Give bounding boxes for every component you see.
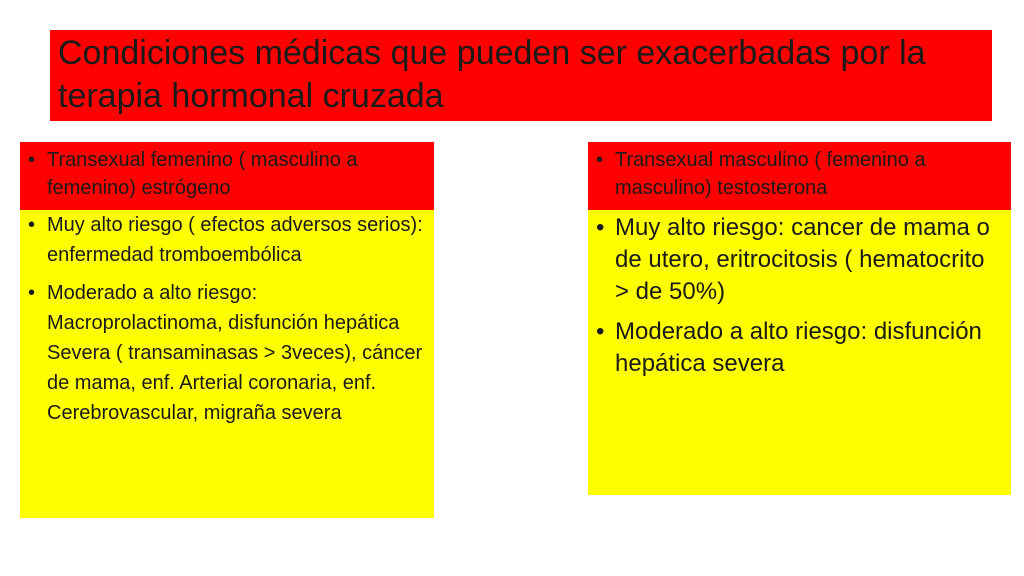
left-header-text: Transexual femenino ( masculino a femenino) estrógeno	[47, 149, 358, 199]
bullet-icon: •	[28, 282, 36, 304]
bullet-icon: •	[596, 318, 605, 345]
right-header-item	[596, 146, 1003, 202]
bullet-icon: •	[596, 214, 605, 241]
left-list-item	[28, 278, 426, 428]
right-item-text: Muy alto riesgo: cancer de mama o de utero, eritrocitosis ( hematocrito > de 50%)	[615, 214, 990, 305]
right-header-text: Transexual masculino ( femenino a masculino) testosterona	[615, 149, 926, 199]
right-list-item	[596, 212, 1003, 308]
left-item-text: Muy alto riesgo ( efectos adversos serios): enfermedad tromboembólica	[47, 214, 423, 266]
bullet-icon: •	[28, 214, 36, 236]
right-item-text: Moderado a alto riesgo: disfunción hepática severa	[615, 318, 982, 377]
left-header-item	[28, 146, 426, 202]
right-column-body	[588, 210, 1011, 495]
right-column-header	[588, 142, 1011, 210]
bullet-icon: •	[596, 149, 604, 171]
right-column	[588, 142, 1011, 495]
bullet-icon: •	[28, 149, 36, 171]
left-column	[20, 142, 434, 518]
right-list-item	[596, 316, 1003, 380]
left-column-header	[20, 142, 434, 210]
left-item-text: Moderado a alto riesgo: Macroprolactinoma, disfunción hepática Severa ( transaminasas > 3veces), cáncer de mama, enf. Arterial coronaria, enf. Cerebrovascular, migraña severa	[47, 282, 423, 424]
left-column-body	[20, 210, 434, 518]
title-banner	[50, 30, 992, 121]
slide-title: Condiciones médicas que pueden ser exacerbadas por la terapia hormonal cruzada	[58, 34, 926, 115]
left-list-item	[28, 210, 426, 270]
